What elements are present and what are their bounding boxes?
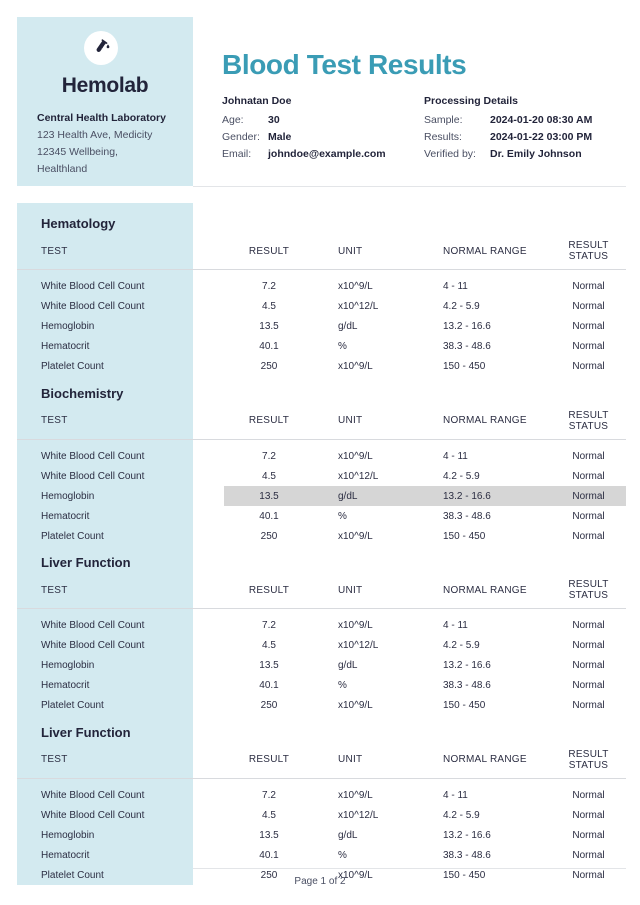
cell-status: Normal bbox=[572, 321, 605, 332]
patient-gender-value: Male bbox=[268, 131, 292, 144]
cell-result: 13.5 bbox=[259, 660, 279, 671]
cell-result: 250 bbox=[260, 530, 278, 542]
cell-range: 4 - 11 bbox=[443, 281, 468, 292]
results-section bbox=[0, 725, 640, 886]
cell-range: 38.3 - 48.6 bbox=[443, 680, 491, 691]
patient-age-value: 30 bbox=[268, 113, 280, 126]
table-row bbox=[17, 337, 626, 357]
cell-result: 40.1 bbox=[259, 341, 279, 352]
patient-name: Johnatan Doe bbox=[222, 94, 292, 107]
cell-status: Normal bbox=[572, 470, 605, 482]
cell-status: Normal bbox=[551, 486, 626, 506]
section-title: Biochemistry bbox=[41, 385, 124, 401]
results-sections bbox=[0, 216, 640, 894]
column-header: RESULT STATUS bbox=[551, 749, 626, 779]
table-row bbox=[17, 636, 626, 656]
cell-range: 38.3 - 48.6 bbox=[443, 510, 491, 522]
table-row bbox=[17, 526, 626, 546]
cell-unit: x10^9/L bbox=[338, 450, 373, 462]
cell-unit: g/dL bbox=[314, 486, 420, 506]
cell-test: White Blood Cell Count bbox=[41, 281, 145, 292]
results-section bbox=[0, 216, 640, 377]
footer-divider bbox=[193, 868, 626, 869]
cell-range: 13.2 - 16.6 bbox=[443, 829, 491, 841]
patient-email-label: Email: bbox=[222, 148, 252, 161]
cell-test: Platelet Count bbox=[41, 530, 104, 542]
cell-unit: x10^12/L bbox=[338, 809, 379, 821]
report-header bbox=[222, 50, 626, 164]
cell-unit: x10^12/L bbox=[338, 470, 379, 482]
table-row bbox=[17, 696, 626, 716]
section-title: Liver Function bbox=[41, 724, 131, 740]
table-row bbox=[17, 805, 626, 825]
cell-test: White Blood Cell Count bbox=[41, 640, 145, 651]
laboratory-name: Central Health Laboratory bbox=[37, 112, 166, 124]
processing-details bbox=[424, 95, 626, 164]
table-row bbox=[17, 297, 626, 317]
cell-range: 150 - 450 bbox=[443, 361, 486, 372]
cell-status: Normal bbox=[572, 510, 605, 522]
cell-status: Normal bbox=[572, 361, 605, 372]
cell-result: 40.1 bbox=[259, 849, 279, 861]
column-header: NORMAL RANGE bbox=[420, 410, 551, 440]
results-section bbox=[0, 386, 640, 547]
brand-block bbox=[17, 17, 193, 178]
table-row bbox=[17, 506, 626, 526]
column-header: UNIT bbox=[314, 240, 420, 270]
column-header: NORMAL RANGE bbox=[420, 240, 551, 270]
cell-unit: x10^9/L bbox=[338, 361, 373, 372]
cell-unit: % bbox=[338, 510, 347, 522]
column-header: RESULT STATUS bbox=[551, 579, 626, 609]
cell-unit: x10^9/L bbox=[338, 700, 373, 711]
cell-range: 150 - 450 bbox=[443, 700, 486, 711]
results-label: Results: bbox=[424, 131, 462, 144]
cell-test: Hematocrit bbox=[41, 510, 90, 522]
table-header-row bbox=[17, 240, 626, 270]
cell-unit: x10^9/L bbox=[338, 789, 373, 801]
table-row bbox=[17, 317, 626, 337]
address-line-2: 12345 Wellbeing, bbox=[37, 145, 118, 158]
cell-unit: x10^9/L bbox=[338, 620, 373, 631]
column-header: NORMAL RANGE bbox=[420, 579, 551, 609]
cell-result: 40.1 bbox=[259, 510, 279, 522]
cell-test: Hematocrit bbox=[41, 341, 90, 352]
laboratory-address bbox=[37, 127, 173, 178]
column-header: RESULT bbox=[224, 749, 314, 779]
cell-result: 4.5 bbox=[262, 301, 276, 312]
column-header: RESULT bbox=[224, 410, 314, 440]
cell-test: White Blood Cell Count bbox=[41, 470, 145, 482]
patient-details bbox=[222, 95, 424, 164]
cell-test: White Blood Cell Count bbox=[41, 809, 145, 821]
cell-test: White Blood Cell Count bbox=[41, 789, 145, 801]
table-row bbox=[17, 357, 626, 377]
table-header-row bbox=[17, 749, 626, 779]
cell-result: 13.5 bbox=[224, 486, 314, 506]
patient-age-row bbox=[222, 112, 424, 129]
cell-test: Hematocrit bbox=[41, 849, 90, 861]
cell-test: Hemoglobin bbox=[41, 490, 95, 502]
cell-result: 7.2 bbox=[262, 620, 276, 631]
table-header-row bbox=[17, 579, 626, 609]
cell-result: 250 bbox=[260, 700, 278, 711]
results-row bbox=[424, 129, 626, 146]
column-header: UNIT bbox=[314, 579, 420, 609]
column-header: RESULT bbox=[224, 240, 314, 270]
cell-range: 4 - 11 bbox=[443, 620, 468, 631]
verified-by-value: Dr. Emily Johnson bbox=[490, 148, 582, 161]
cell-test: Hemoglobin bbox=[41, 660, 95, 671]
test-tube-icon bbox=[84, 31, 118, 65]
column-header: RESULT bbox=[224, 579, 314, 609]
cell-status: Normal bbox=[572, 301, 605, 312]
cell-range: 13.2 - 16.6 bbox=[420, 486, 551, 506]
address-line-1: 123 Health Ave, Medicity bbox=[37, 128, 153, 141]
cell-unit: g/dL bbox=[338, 660, 358, 671]
patient-email-row bbox=[222, 146, 424, 163]
cell-unit: g/dL bbox=[338, 829, 358, 841]
cell-range: 150 - 450 bbox=[443, 530, 486, 542]
cell-result: 4.5 bbox=[262, 470, 276, 482]
cell-test: White Blood Cell Count bbox=[41, 301, 145, 312]
verified-by-row bbox=[424, 146, 626, 163]
cell-test: White Blood Cell Count bbox=[41, 450, 145, 462]
table-row bbox=[17, 486, 626, 506]
cell-unit: x10^9/L bbox=[338, 869, 373, 881]
cell-result: 4.5 bbox=[262, 640, 276, 651]
table-row bbox=[17, 845, 626, 865]
cell-result: 4.5 bbox=[262, 809, 276, 821]
cell-unit: g/dL bbox=[338, 321, 358, 332]
table-row bbox=[17, 676, 626, 696]
cell-unit: % bbox=[338, 680, 347, 691]
cell-range: 38.3 - 48.6 bbox=[443, 341, 491, 352]
cell-status: Normal bbox=[572, 530, 605, 542]
table-row bbox=[17, 439, 626, 466]
page-title: Blood Test Results bbox=[222, 49, 467, 80]
cell-result: 13.5 bbox=[259, 321, 279, 332]
results-table bbox=[17, 579, 626, 716]
cell-range: 4.2 - 5.9 bbox=[443, 301, 480, 312]
cell-unit: % bbox=[338, 849, 347, 861]
table-row bbox=[17, 609, 626, 636]
section-title: Hematology bbox=[41, 216, 116, 231]
patient-gender-label: Gender: bbox=[222, 131, 260, 144]
column-header: RESULT STATUS bbox=[551, 410, 626, 440]
address-line-3: Healthland bbox=[37, 162, 88, 175]
cell-status: Normal bbox=[572, 700, 605, 711]
processing-heading: Processing Details bbox=[424, 94, 518, 107]
cell-status: Normal bbox=[572, 849, 605, 861]
cell-test: Hemoglobin bbox=[41, 321, 95, 332]
column-header: UNIT bbox=[314, 749, 420, 779]
cell-test: Platelet Count bbox=[41, 700, 104, 711]
cell-status: Normal bbox=[572, 660, 605, 671]
cell-status: Normal bbox=[572, 341, 605, 352]
table-row bbox=[17, 778, 626, 805]
cell-result: 7.2 bbox=[262, 450, 276, 462]
cell-test: Hemoglobin bbox=[41, 829, 95, 841]
cell-test: Platelet Count bbox=[41, 869, 104, 881]
sample-value: 2024-01-20 08:30 AM bbox=[490, 113, 593, 126]
table-header-row bbox=[17, 410, 626, 440]
cell-test: White Blood Cell Count bbox=[41, 620, 145, 631]
cell-test: Platelet Count bbox=[41, 361, 104, 372]
cell-status: Normal bbox=[572, 789, 605, 801]
cell-unit: x10^12/L bbox=[338, 301, 379, 312]
verified-by-label: Verified by: bbox=[424, 148, 476, 161]
report-meta bbox=[222, 95, 626, 164]
page-number: Page 1 of 2 bbox=[294, 876, 346, 887]
results-table bbox=[17, 240, 626, 377]
patient-age-label: Age: bbox=[222, 113, 244, 126]
cell-result: 250 bbox=[260, 869, 278, 881]
sample-row bbox=[424, 112, 626, 129]
cell-status: Normal bbox=[572, 620, 605, 631]
cell-status: Normal bbox=[572, 680, 605, 691]
cell-status: Normal bbox=[572, 829, 605, 841]
cell-result: 13.5 bbox=[259, 829, 279, 841]
cell-range: 13.2 - 16.6 bbox=[443, 321, 491, 332]
cell-range: 4.2 - 5.9 bbox=[443, 640, 480, 651]
results-section bbox=[0, 555, 640, 716]
column-header: NORMAL RANGE bbox=[420, 749, 551, 779]
column-header: TEST bbox=[17, 749, 224, 779]
cell-range: 150 - 450 bbox=[443, 869, 486, 881]
results-table bbox=[17, 749, 626, 886]
cell-status: Normal bbox=[572, 640, 605, 651]
cell-result: 7.2 bbox=[262, 281, 276, 292]
patient-email-value: johndoe@example.com bbox=[268, 148, 386, 161]
cell-unit: x10^9/L bbox=[338, 281, 373, 292]
table-row bbox=[17, 466, 626, 486]
cell-result: 7.2 bbox=[262, 789, 276, 801]
cell-status: Normal bbox=[572, 281, 605, 292]
section-title: Liver Function bbox=[41, 555, 131, 570]
results-table bbox=[17, 410, 626, 547]
cell-status: Normal bbox=[572, 450, 605, 462]
table-row bbox=[17, 656, 626, 676]
cell-status: Normal bbox=[572, 869, 605, 881]
table-row bbox=[17, 825, 626, 845]
patient-gender-row bbox=[222, 129, 424, 146]
column-header: RESULT STATUS bbox=[551, 240, 626, 270]
cell-test: Hematocrit bbox=[41, 680, 90, 691]
column-header: TEST bbox=[17, 410, 224, 440]
cell-range: 38.3 - 48.6 bbox=[443, 849, 491, 861]
table-row bbox=[17, 270, 626, 297]
brand-name: Hemolab bbox=[61, 74, 149, 97]
header-divider bbox=[193, 186, 626, 187]
cell-unit: x10^9/L bbox=[338, 530, 373, 542]
cell-range: 13.2 - 16.6 bbox=[443, 660, 491, 671]
results-value: 2024-01-22 03:00 PM bbox=[490, 131, 593, 144]
cell-unit: % bbox=[338, 341, 347, 352]
cell-range: 4 - 11 bbox=[443, 789, 468, 801]
cell-range: 4 - 11 bbox=[443, 450, 468, 462]
column-header: UNIT bbox=[314, 410, 420, 440]
cell-result: 40.1 bbox=[259, 680, 279, 691]
cell-status: Normal bbox=[572, 809, 605, 821]
column-header: TEST bbox=[17, 579, 224, 609]
cell-result: 250 bbox=[260, 361, 278, 372]
cell-range: 4.2 - 5.9 bbox=[443, 809, 480, 821]
cell-unit: x10^12/L bbox=[338, 640, 379, 651]
cell-range: 4.2 - 5.9 bbox=[443, 470, 480, 482]
column-header: TEST bbox=[17, 240, 224, 270]
sample-label: Sample: bbox=[424, 113, 463, 126]
